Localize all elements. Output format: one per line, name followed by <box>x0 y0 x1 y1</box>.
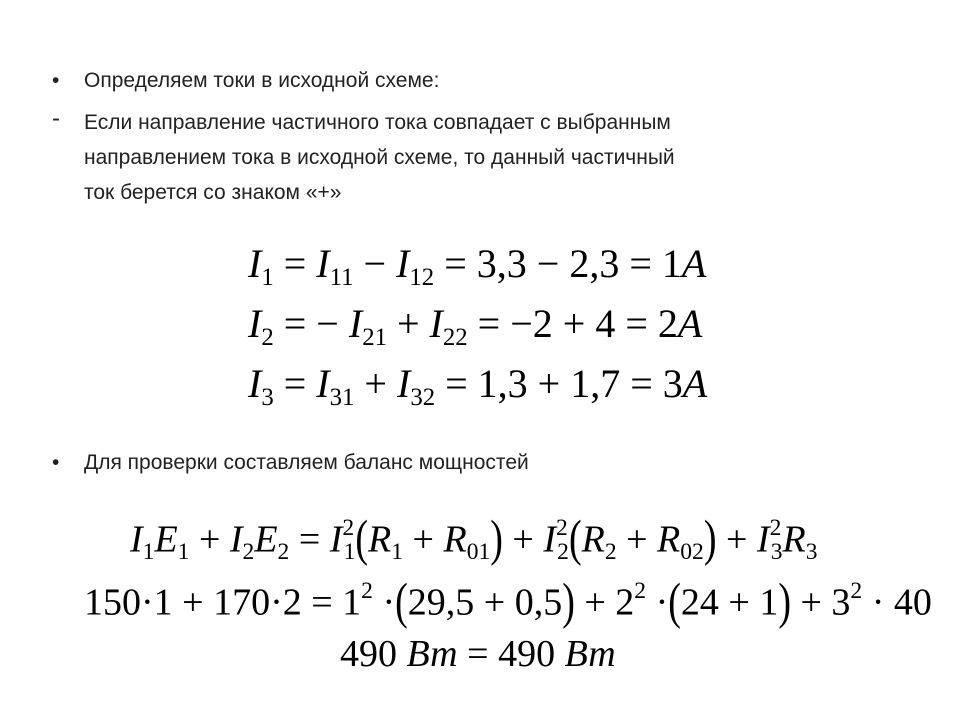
eq3-calc: = 1,3 + 1,7 = 3 <box>445 361 683 406</box>
eq1-op1: = <box>283 241 307 286</box>
bullet-text-currents: Определяем токи в исходной схеме: <box>84 69 440 92</box>
eq3-b-sub: 32 <box>410 383 436 411</box>
eq2-calc: = −2 + 4 = 2 <box>477 301 678 346</box>
equation-current-2 <box>248 300 702 352</box>
eq1-lhs-sub: 1 <box>261 263 274 291</box>
eq1-b-sub: 12 <box>409 263 435 291</box>
eq3-a-sub: 31 <box>329 383 355 411</box>
bullet-marker: • <box>52 451 60 474</box>
eq3-b: I <box>396 361 411 406</box>
eq3-lhs: I <box>248 361 262 406</box>
eq1-a: I <box>316 241 330 286</box>
eq3-op2: + <box>364 361 387 406</box>
eq2-unit: A <box>677 301 703 346</box>
bullet-text-power-balance: Для проверки составляем баланс мощностей <box>84 451 529 474</box>
bullet-marker: • <box>52 69 60 92</box>
result-left-unit: Вт <box>406 633 458 675</box>
dash-text-sign-rule <box>84 105 904 210</box>
eq1-b: I <box>396 241 410 286</box>
eq2-lhs-sub: 2 <box>261 323 274 351</box>
eq2-b-sub: 22 <box>442 323 468 351</box>
eq2-b: I <box>429 301 443 346</box>
result-right-unit: Вт <box>564 633 616 675</box>
result-right-value: 490 <box>498 633 556 675</box>
eq2-op1: = − <box>283 301 339 346</box>
eq1-unit: A <box>681 241 707 286</box>
equation-current-3 <box>248 360 707 412</box>
dash-text-line-2: направлением тока в исходной схеме, то данный частичный <box>84 146 675 169</box>
eq3-op1: = <box>283 361 307 406</box>
eq1-lhs: I <box>248 241 262 286</box>
eq1-op2: − <box>363 241 387 286</box>
eq1-calc: = 3,3 − 2,3 = 1 <box>444 241 682 286</box>
eq2-a: I <box>348 301 363 346</box>
dash-text-line-1: Если направление частичного тока совпадает с выбранным <box>84 111 671 134</box>
result-equals: = <box>467 633 489 675</box>
eq2-lhs: I <box>248 301 262 346</box>
equation-current-1 <box>248 240 706 292</box>
eq3-lhs-sub: 3 <box>261 383 274 411</box>
eq1-a-sub: 11 <box>329 263 354 291</box>
equation-balance-symbolic: $I_1E_1 + I_2E_2 = I^2_1(R_1 + R_{01}) + I^2_2(R_2 + R_{02}) + I^2_3R_3$ <box>130 511 818 568</box>
eq3-unit: A <box>682 361 708 406</box>
eq2-op2: + <box>396 301 420 346</box>
dash-text-line-3: ток берется со знаком «+» <box>84 181 342 204</box>
result-left-value: 490 <box>340 633 397 675</box>
equation-balance-result <box>340 632 616 676</box>
equation-balance-numeric: $150\cdot 1 + 170\cdot 2 = 1^2 \cdot(29,5 + 0,5) + 2^2 \cdot(24 + 1) + 3^2 \cdot 40$ <box>84 574 932 631</box>
eq2-a-sub: 21 <box>362 323 387 351</box>
eq3-a: I <box>316 361 330 406</box>
dash-marker: - <box>52 105 60 132</box>
